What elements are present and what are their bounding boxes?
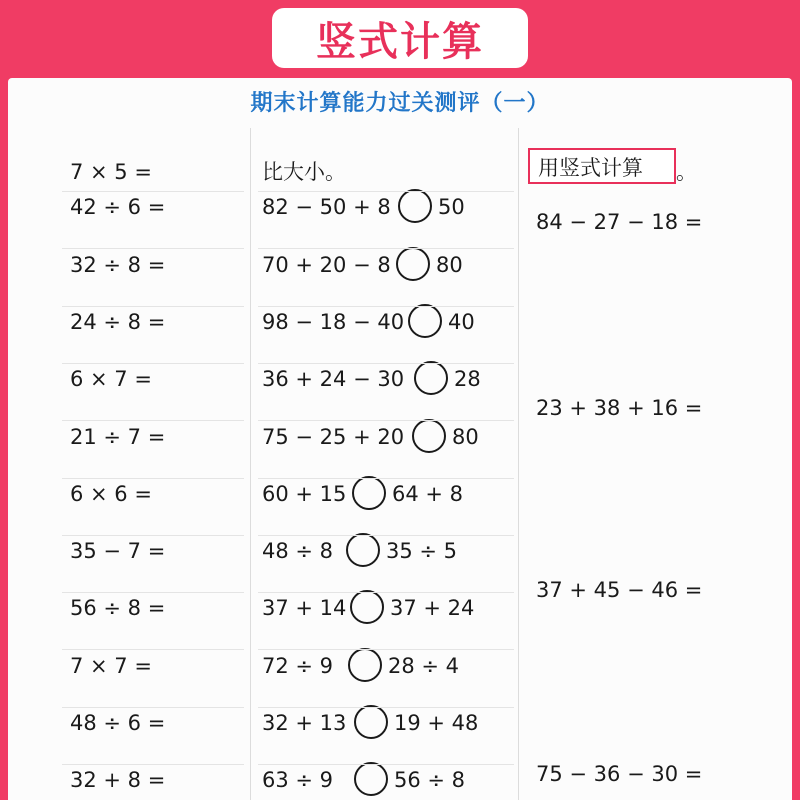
compare-answer-circle[interactable]: [398, 189, 432, 223]
column-divider: [250, 128, 251, 800]
compare-left-expr: 98 − 18 − 40: [262, 309, 405, 334]
oral-calc-item: 48 ÷ 6 =: [70, 711, 166, 735]
compare-left-expr: 72 ÷ 9: [262, 653, 334, 678]
row-divider: [62, 420, 244, 421]
vertical-calc-item: 23 + 38 + 16 =: [536, 396, 703, 420]
compare-heading: 比大小。: [262, 160, 346, 184]
vertical-calc-heading: 用竖式计算: [538, 156, 643, 180]
row-divider: [62, 535, 244, 536]
compare-left-expr: 32 + 13: [262, 711, 347, 735]
page-title: 竖式计算: [272, 8, 528, 68]
compare-answer-circle[interactable]: [412, 419, 446, 453]
compare-left-expr: 70 + 20 − 8: [262, 252, 391, 277]
row-divider: [258, 191, 514, 192]
oral-calc-item: 56 ÷ 8 =: [70, 596, 166, 621]
compare-answer-circle[interactable]: [354, 762, 388, 796]
vertical-calc-heading-suffix: 。: [676, 160, 697, 184]
compare-right-expr: 80: [452, 424, 479, 449]
compare-right-expr: 28 ÷ 4: [388, 653, 460, 678]
vertical-calc-item: 84 − 27 − 18 =: [536, 210, 703, 234]
compare-answer-circle[interactable]: [396, 247, 430, 281]
compare-answer-circle[interactable]: [352, 476, 386, 510]
banner: [0, 0, 800, 78]
row-divider: [62, 306, 244, 307]
compare-right-expr: 64 + 8: [392, 481, 464, 506]
compare-left-expr: 63 ÷ 9: [262, 768, 334, 793]
row-divider: [258, 535, 514, 536]
oral-calc-item: 21 ÷ 7 =: [70, 424, 166, 449]
column-divider: [518, 128, 519, 800]
compare-right-expr: 50: [438, 195, 465, 220]
oral-calc-item: 42 ÷ 6 =: [70, 195, 166, 220]
oral-calc-item: 7 × 7 =: [70, 653, 152, 678]
worksheet: [8, 78, 792, 800]
row-divider: [258, 707, 514, 708]
compare-right-expr: 37 + 24: [390, 596, 475, 621]
row-divider: [258, 649, 514, 650]
compare-right-expr: 40: [448, 309, 475, 334]
row-divider: [258, 478, 514, 479]
row-divider: [62, 764, 244, 765]
compare-answer-circle[interactable]: [350, 590, 384, 624]
oral-calc-item: 6 × 6 =: [70, 481, 152, 506]
row-divider: [62, 363, 244, 364]
row-divider: [258, 420, 514, 421]
row-divider: [258, 306, 514, 307]
row-divider: [62, 649, 244, 650]
oral-calc-item: 32 ÷ 8 =: [70, 252, 166, 277]
row-divider: [62, 478, 244, 479]
oral-calc-item: 7 × 5 =: [70, 160, 152, 184]
oral-calc-item: 6 × 7 =: [70, 367, 152, 392]
compare-left-expr: 37 + 14: [262, 596, 347, 621]
row-divider: [258, 592, 514, 593]
compare-right-expr: 19 + 48: [394, 711, 479, 735]
compare-answer-circle[interactable]: [408, 304, 442, 338]
compare-right-expr: 28: [454, 367, 481, 392]
row-divider: [258, 248, 514, 249]
oral-calc-item: 24 ÷ 8 =: [70, 309, 166, 334]
compare-answer-circle[interactable]: [348, 648, 382, 682]
compare-left-expr: 36 + 24 − 30: [262, 367, 405, 392]
row-divider: [62, 707, 244, 708]
compare-answer-circle[interactable]: [354, 705, 388, 739]
compare-right-expr: 35 ÷ 5: [386, 539, 458, 564]
row-divider: [62, 248, 244, 249]
compare-answer-circle[interactable]: [346, 533, 380, 567]
row-divider: [62, 592, 244, 593]
compare-left-expr: 82 − 50 + 8: [262, 195, 391, 220]
compare-right-expr: 56 ÷ 8: [394, 768, 466, 793]
oral-calc-item: 35 − 7 =: [70, 539, 166, 564]
vertical-calc-item: 75 − 36 − 30 =: [536, 762, 703, 786]
row-divider: [258, 764, 514, 765]
worksheet-subtitle: 期末计算能力过关测评（一）: [250, 91, 550, 116]
compare-left-expr: 60 + 15: [262, 481, 347, 506]
compare-left-expr: 48 ÷ 8: [262, 539, 334, 564]
vertical-calc-item: 37 + 45 − 46 =: [536, 578, 703, 602]
compare-answer-circle[interactable]: [414, 361, 448, 395]
row-divider: [258, 363, 514, 364]
compare-right-expr: 80: [436, 252, 463, 277]
oral-calc-item: 32 + 8 =: [70, 768, 166, 793]
row-divider: [62, 191, 244, 192]
compare-left-expr: 75 − 25 + 20: [262, 424, 405, 449]
